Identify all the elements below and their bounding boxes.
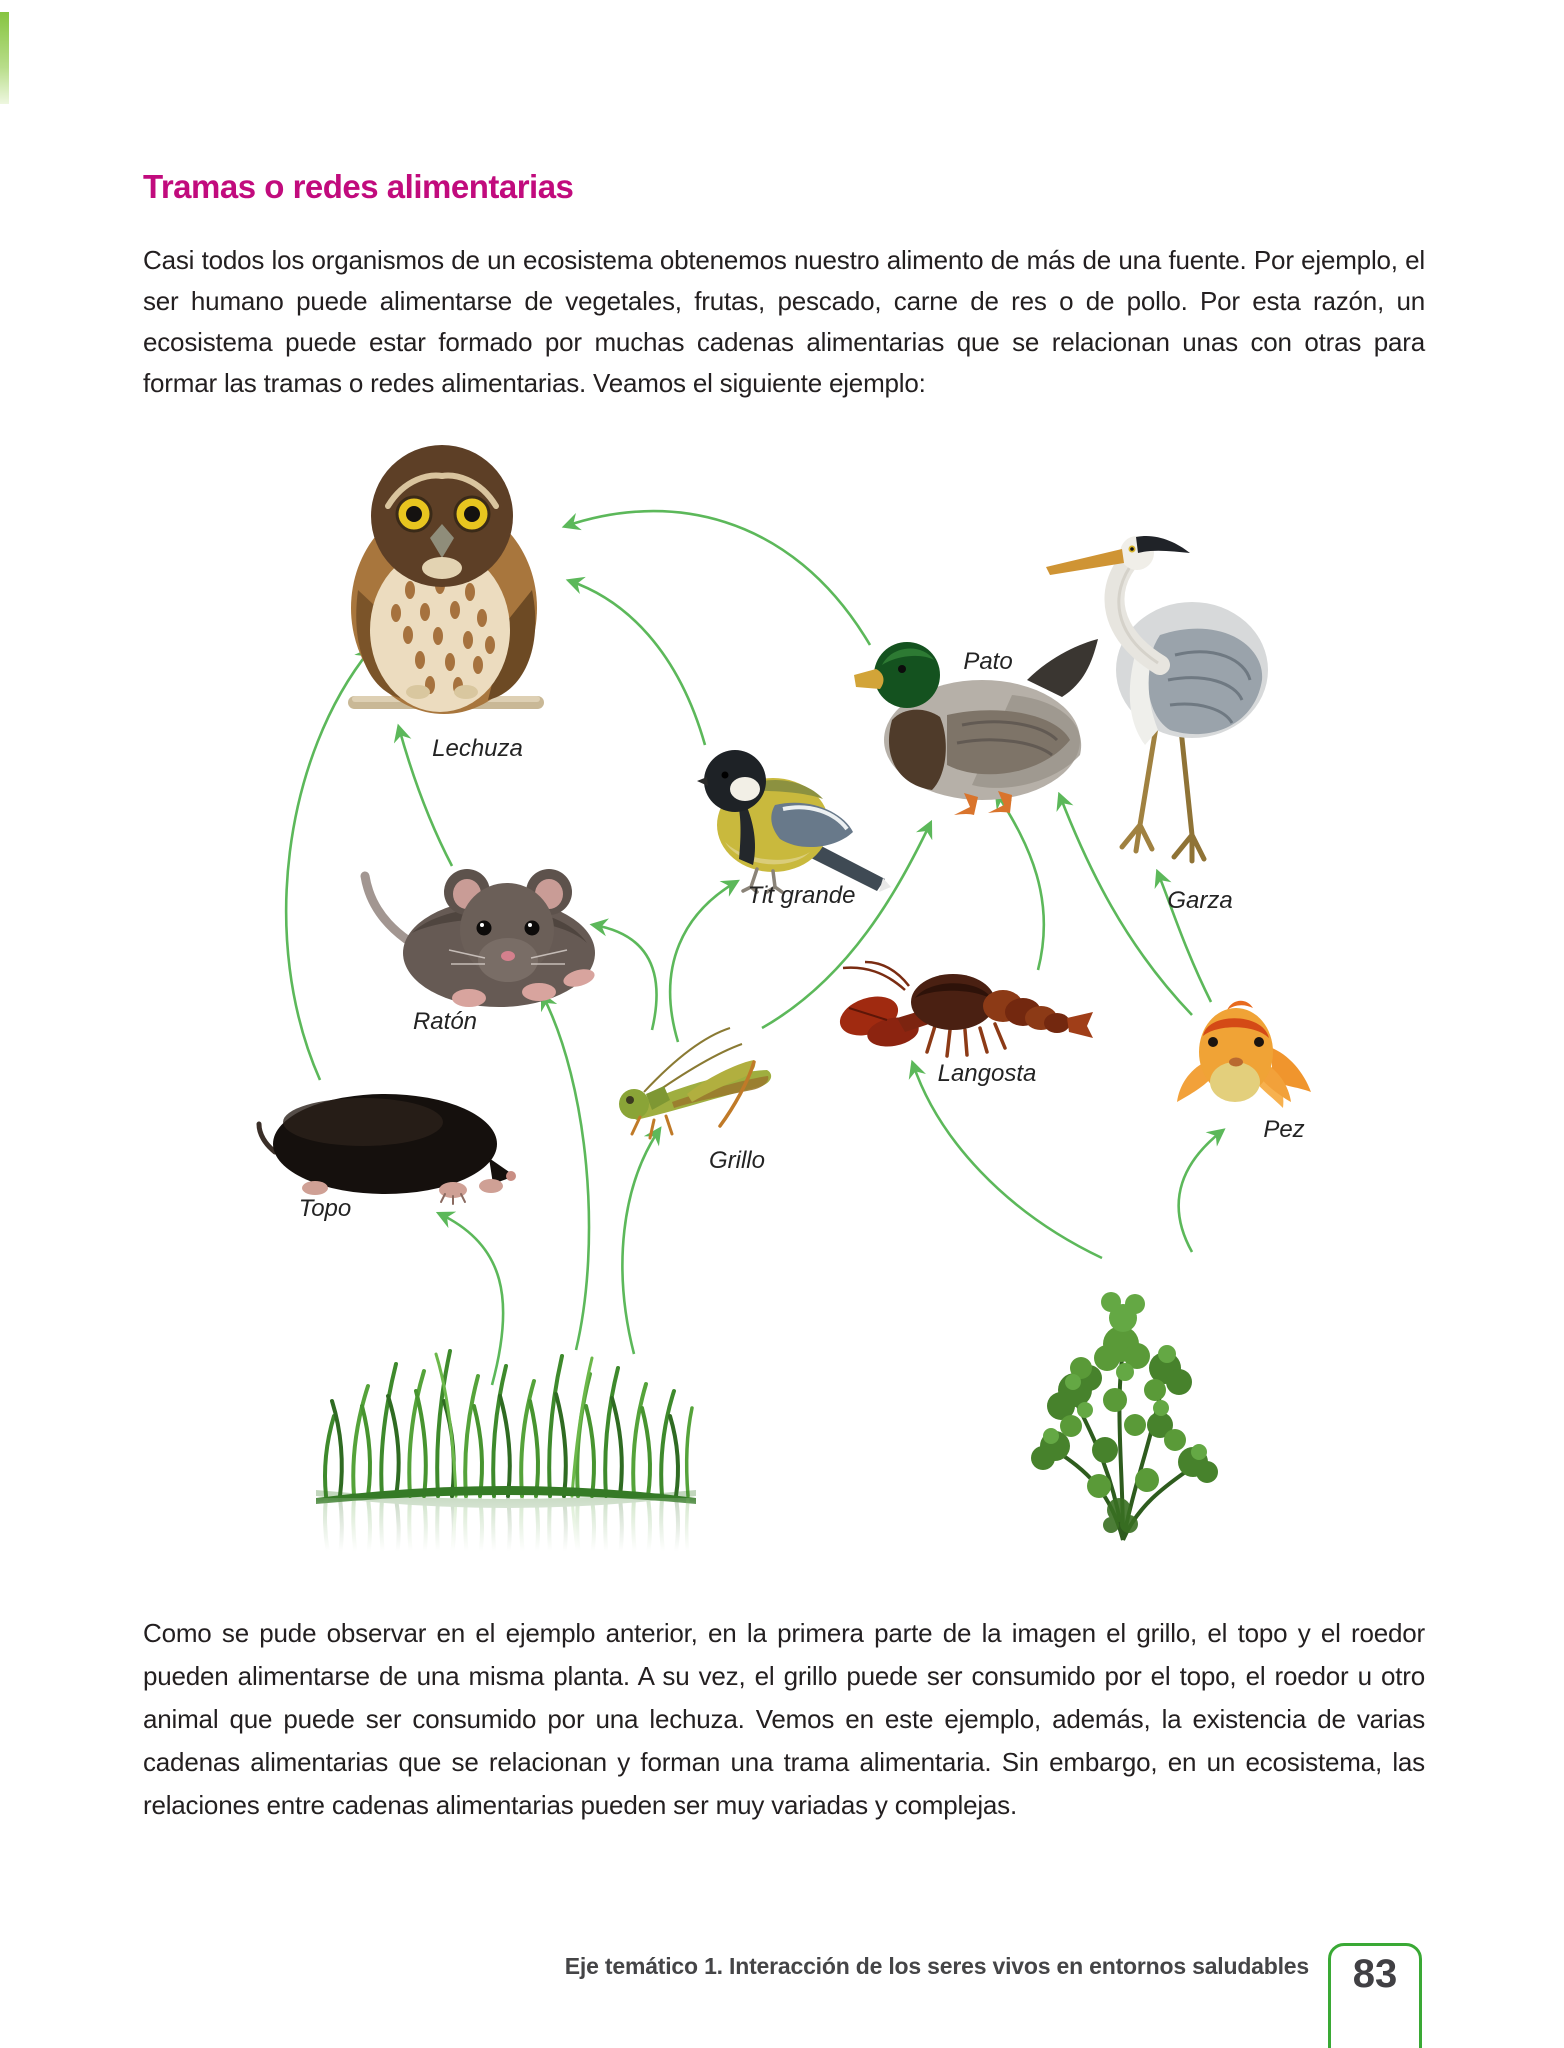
mouse-illustration <box>357 858 602 1013</box>
arrow-hierba-to-raton <box>543 996 589 1350</box>
arrow-pato-to-lechuza <box>566 511 870 645</box>
intro-paragraph: Casi todos los organismos de un ecosistema obtenemos nuestro alimento de más de una fuente. Por ejemplo, el ser humano puede alimentarse de vegetales, frutas, pescado, carne de res o de pollo. Por esta razón, un ecosistema puede estar formado por muchas cadenas alimentarias que se relacionan unas con otras para formar las tramas o redes alimentarias. Veamos el siguiente ejemplo: <box>143 245 1425 398</box>
lobster-illustration <box>835 960 1095 1065</box>
label-pato: Pato <box>963 648 1013 675</box>
label-lechuza: Lechuza <box>432 735 523 762</box>
owl-illustration <box>330 440 565 725</box>
grass-illustration <box>316 1346 696 1551</box>
label-grillo: Grillo <box>708 1147 765 1174</box>
goldfish-illustration <box>1175 990 1315 1115</box>
label-topo: Topo <box>298 1195 352 1222</box>
label-pez: Pez <box>1263 1116 1305 1143</box>
section-title: Tramas o redes alimentarias <box>143 168 574 205</box>
label-tit-grande: Tit grande <box>747 882 856 909</box>
arrow-hierba-to-grillo <box>622 1130 659 1354</box>
page-number-box <box>1328 1943 1422 2048</box>
label-raton: Ratón <box>412 1008 478 1035</box>
page-number: 83 <box>1352 1952 1398 1996</box>
closing-paragraph: Como se pude observar en el ejemplo anterior, en la primera parte de la imagen el grillo, el topo y el roedor pueden alimentarse de una misma planta. A su vez, el grillo puede ser consumido por el topo, el roedor u otro animal que puede ser consumido por una lechuza. Vemos en este ejemplo, además, la existencia de varias cadenas alimentarias que se relacionan y forman una trama alimentaria. Sin embargo, en un ecosistema, las relaciones entre cadenas alimentarias pueden ser muy variadas y complejas. <box>143 1618 1425 1820</box>
great-tit-illustration <box>695 737 895 902</box>
mole-illustration <box>253 1082 518 1207</box>
aquatic-plant-illustration <box>1015 1240 1235 1545</box>
grasshopper-illustration <box>602 1022 792 1152</box>
arrow-planta-to-langosta <box>913 1064 1102 1258</box>
heron-illustration <box>1040 505 1290 885</box>
label-langosta: Langosta <box>937 1060 1037 1087</box>
arrow-grillo-to-raton <box>594 925 657 1030</box>
arrow-planta-to-pez <box>1179 1131 1222 1252</box>
footer-text: Eje temático 1. Interacción de los seres vivos en entornos saludables <box>564 1953 1309 1979</box>
arrow-tit-to-lechuza <box>570 581 705 745</box>
label-garza: Garza <box>1167 887 1233 914</box>
